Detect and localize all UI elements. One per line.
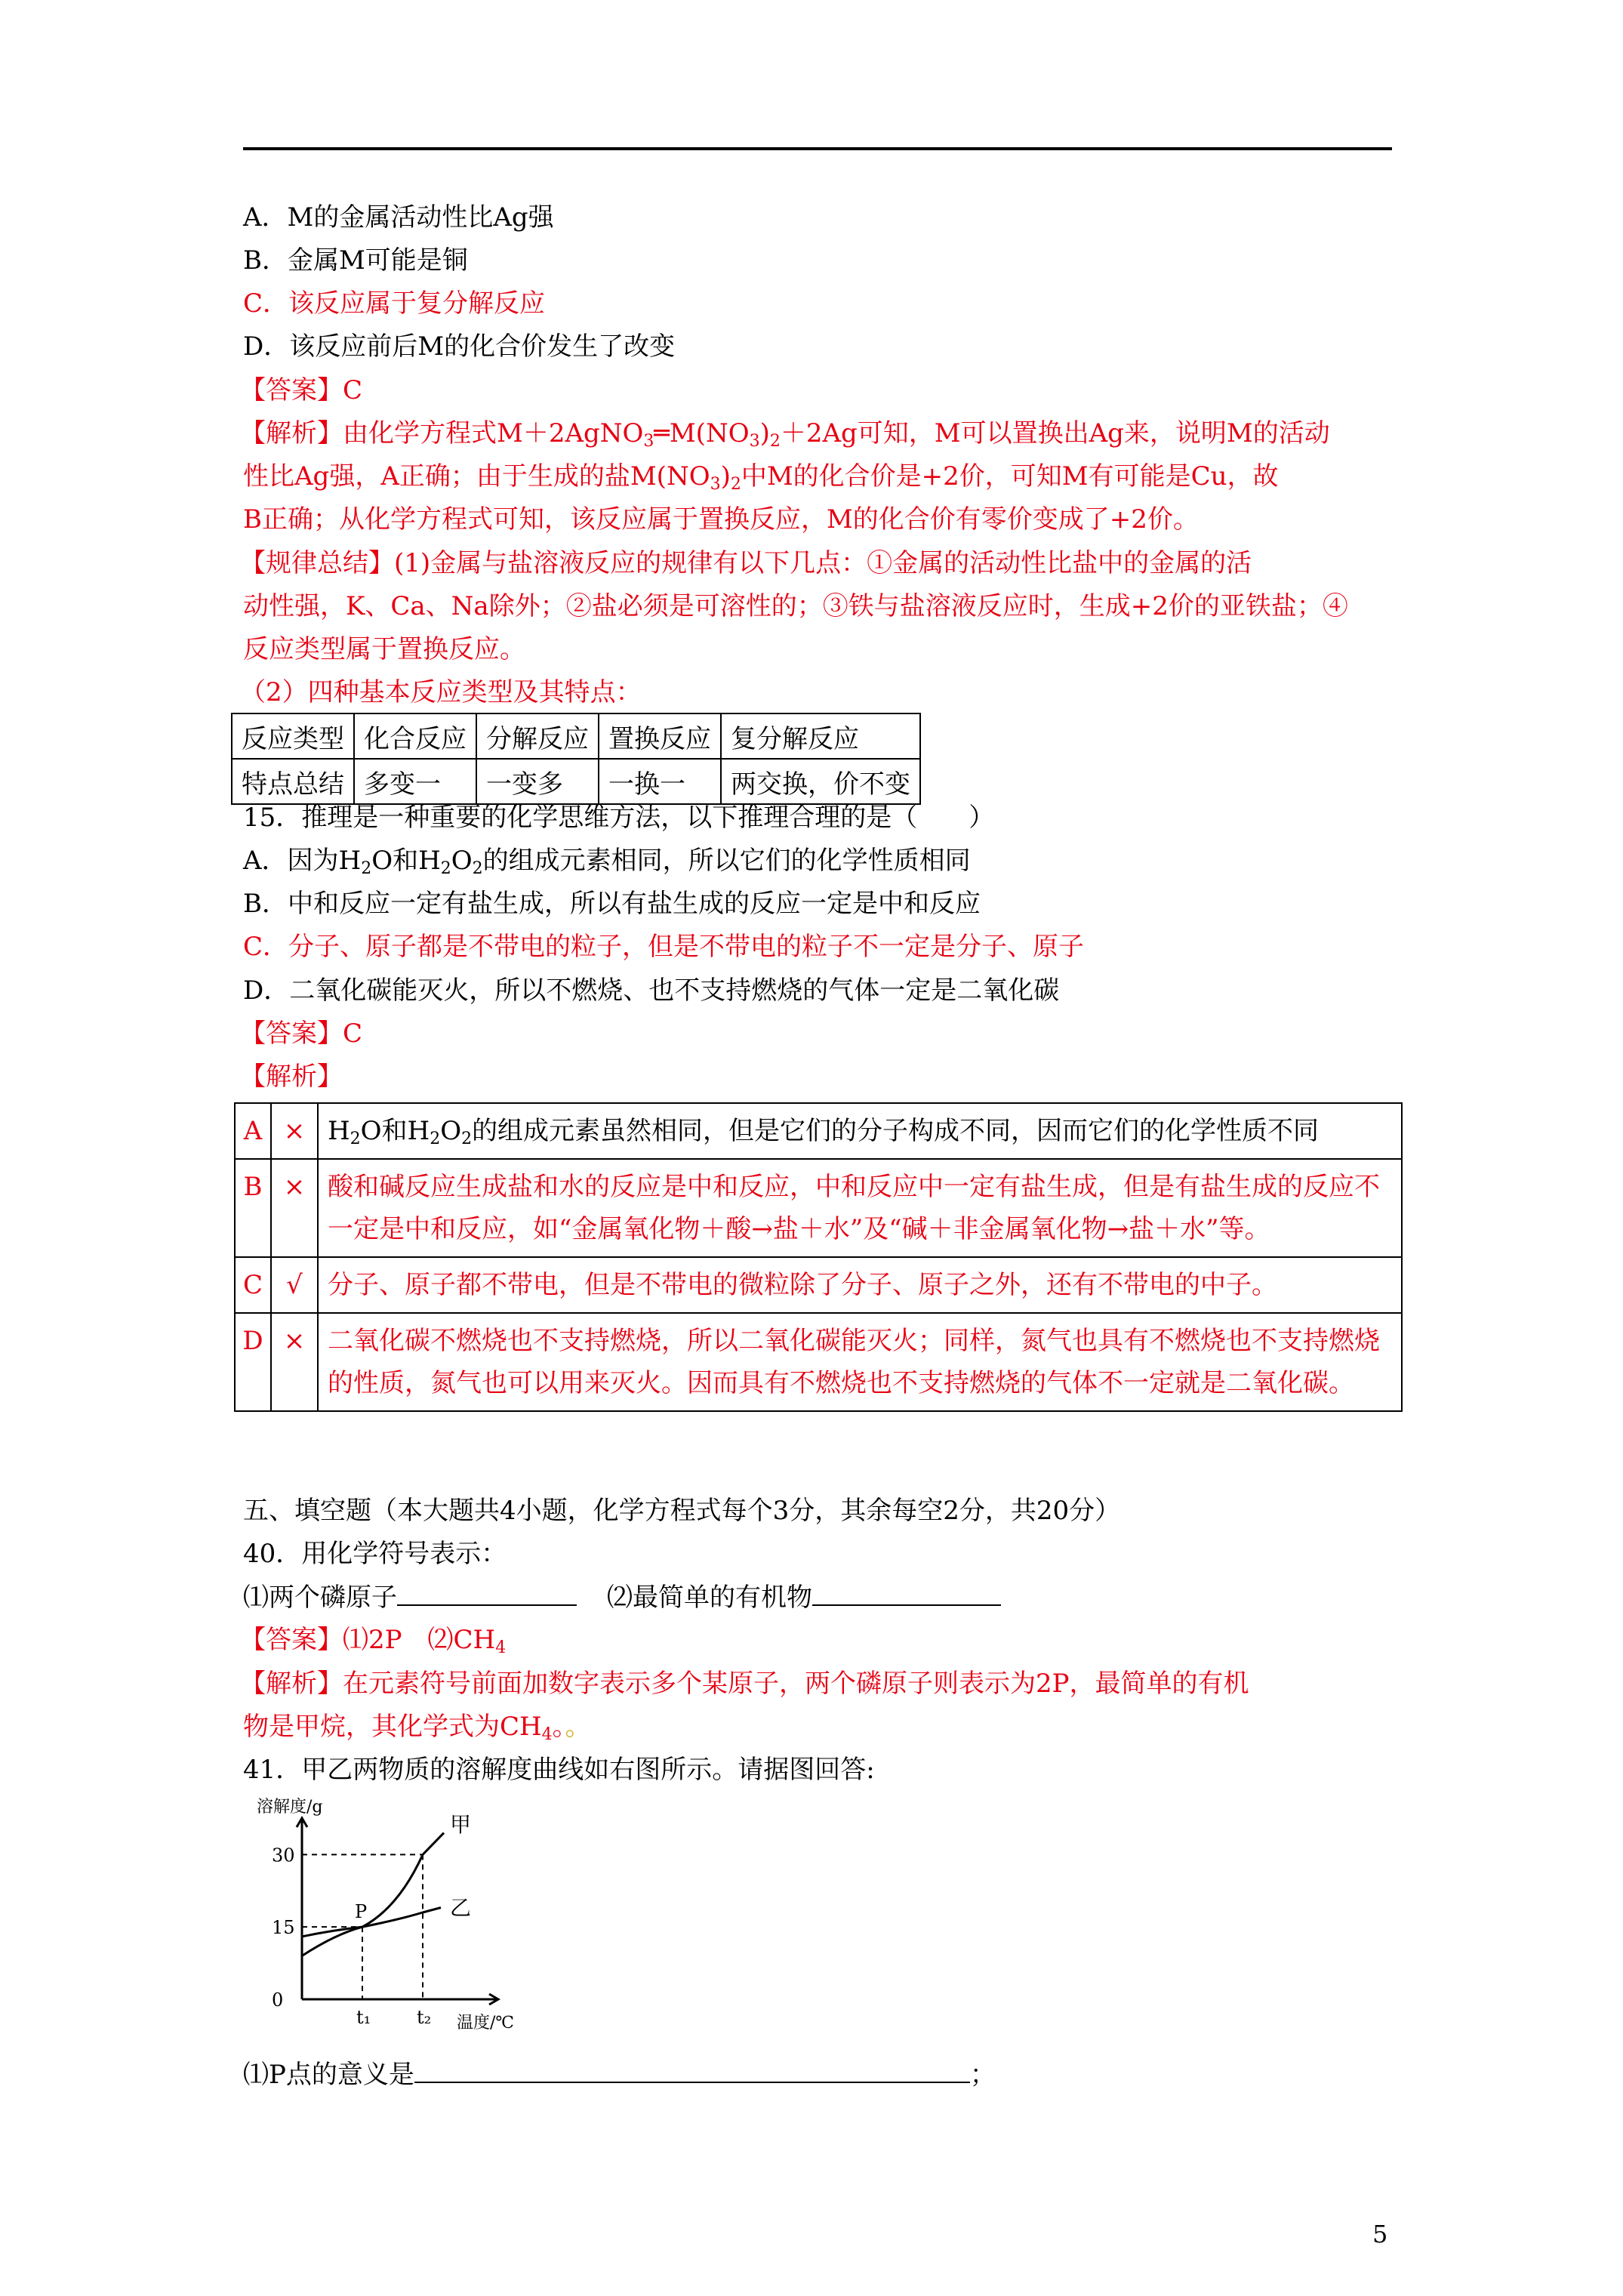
table-cell: 置换反应 (599, 713, 721, 759)
series-label: 乙 (450, 1895, 472, 1921)
q15-option-c: C．分子、原子都是不带电的粒子，但是不带电的粒子不一定是分子、原子 (243, 932, 1085, 962)
answer-blank[interactable] (414, 2059, 970, 2083)
q40-analysis-line-1: 【解析】在元素符号前面加数字表示多个某原子，两个磷原子则表示为2P，最简单的有机 (240, 1669, 1249, 1699)
answer-blank[interactable] (397, 1582, 577, 1606)
check-mark-icon: √ (271, 1257, 318, 1313)
row-label: A (235, 1103, 271, 1159)
q41-stem: 41．甲乙两物质的溶解度曲线如右图所示。请据图回答: (243, 1755, 875, 1785)
q14-rule-line-3: 反应类型属于置换反应。 (243, 634, 525, 664)
answer-blank[interactable] (812, 1582, 1001, 1606)
cross-mark-icon: × (271, 1313, 318, 1411)
point-p-label: P (355, 1901, 368, 1923)
section-title: 五、填空题（本大题共4小题，化学方程式每个3分，其余每空2分，共20分） (243, 1496, 1121, 1526)
q14-analysis-line-1: 【解析】由化学方程式$M+2AgNO_3═M(NO_3)_2+2Ag$可知，M可以置换出Ag来，说明M的活动 (240, 418, 1330, 451)
table-row (235, 1103, 1402, 1159)
y-tick-label: 0 (272, 1989, 284, 2011)
row-label: D (235, 1313, 271, 1411)
q15-analysis-table (234, 1102, 1403, 1412)
row-explanation: 酸和碱反应生成盐和水的反应是中和反应，中和反应中一定有盐生成，但是有盐生成的反应不一定是中和反应，如“金属氧化物＋酸→盐＋水”及“碱＋非金属氧化物→盐＋水”等。 (318, 1159, 1402, 1257)
y-tick-label: 15 (272, 1917, 295, 1939)
table-row (235, 1159, 1402, 1257)
table-cell: 分解反应 (476, 713, 599, 759)
table-cell: 特点总结 (232, 759, 354, 804)
row-label: C (235, 1257, 271, 1313)
q14-rule-line-4: （2）四种基本反应类型及其特点： (240, 677, 642, 707)
table-cell: 两交换，价不变 (721, 759, 920, 804)
table-cell: 化合反应 (354, 713, 476, 759)
table-cell: 多变一 (354, 759, 476, 804)
series-label: 甲 (450, 1812, 472, 1837)
header-rule (243, 147, 1392, 150)
q41-part1: ⑴P点的意义是 ； (243, 2060, 996, 2090)
q15-option-d: D．二氧化碳能灭火，所以不燃烧、也不支持燃烧的气体一定是二氧化碳 (243, 975, 1060, 1006)
table-row (232, 713, 920, 759)
table-cell: 一换一 (599, 759, 721, 804)
x-tick-label: t₂ (417, 2007, 432, 2028)
table-row (232, 759, 920, 804)
cross-mark-icon: × (271, 1159, 318, 1257)
q15-stem: 15．推理是一种重要的化学思维方法，以下推理合理的是（ ） (243, 803, 995, 833)
page-number: 5 (1372, 2220, 1388, 2248)
q14-answer: 【答案】C (240, 375, 363, 405)
table-cell: 复分解反应 (721, 713, 920, 759)
table-row (235, 1313, 1402, 1411)
x-axis-label: 温度/℃ (457, 2014, 515, 2032)
q14-rule-line-1: 【规律总结】(1)金属与盐溶液反应的规律有以下几点：①金属的活动性比盐中的金属的活 (240, 548, 1252, 578)
cross-mark-icon: × (271, 1103, 318, 1159)
solubility-chart (242, 1795, 536, 2037)
q14-option-d: D．该反应前后M的化合价发生了改变 (243, 331, 676, 362)
x-tick-label: t₁ (356, 2007, 371, 2028)
table-row (235, 1257, 1402, 1313)
q15-option-a: A．因为$H_2O$和$H_2O_2$的组成元素相同，所以它们的化学性质相同 (243, 846, 971, 878)
q15-option-b: B．中和反应一定有盐生成，所以有盐生成的反应一定是中和反应 (243, 889, 981, 919)
q40-answer: 【答案】⑴2P $⑵CH_4$ (240, 1625, 507, 1657)
q14-option-c: C．该反应属于复分解反应 (243, 288, 546, 319)
q15-answer: 【答案】C (240, 1019, 363, 1049)
q14-analysis-line-2: 性比Ag强，A正确；由于生成的盐$M(NO_3)_2$中M的化合价是+2价，可知M有可能是Cu，故 (243, 461, 1279, 494)
q40-analysis-line-2: 物是甲烷，其化学式为$CH_4$。。 (243, 1712, 591, 1744)
q14-analysis-line-3: B正确；从化学方程式可知，该反应属于置换反应，M的化合价有零价变成了+2价。 (243, 504, 1199, 535)
row-explanation: $H_2O$和$H_2O_2$的组成元素虽然相同，但是它们的分子构成不同，因而它们的化学性质不同 (318, 1103, 1402, 1159)
row-explanation: 分子、原子都不带电，但是不带电的微粒除了分子、原子之外，还有不带电的中子。 (318, 1257, 1402, 1313)
y-tick-label: 30 (272, 1845, 295, 1866)
q40-parts: ⑴两个磷原子 ⑵最简单的有机物 (243, 1582, 1001, 1613)
row-explanation: 二氧化碳不燃烧也不支持燃烧，所以二氧化碳能灭火；同样，氮气也具有不燃烧也不支持燃烧的性质，氮气也可以用来灭火。因而具有不燃烧也不支持燃烧的气体不一定就是二氧化碳。 (318, 1313, 1402, 1411)
row-label: B (235, 1159, 271, 1257)
y-axis-label: 溶解度/g (257, 1798, 323, 1817)
reaction-types-table (231, 713, 921, 805)
q14-option-a: A．M的金属活动性比Ag强 (243, 202, 554, 233)
q15-analysis-label: 【解析】 (240, 1062, 343, 1092)
table-cell: 反应类型 (232, 713, 354, 759)
q14-option-b: B．金属M可能是铜 (243, 245, 468, 276)
table-cell: 一变多 (476, 759, 599, 804)
q14-rule-line-2: 动性强，K、Ca、Na除外；②盐必须是可溶性的；③铁与盐溶液反应时，生成+2价的亚铁盐；④ (243, 591, 1348, 621)
q40-stem: 40．用化学符号表示： (243, 1539, 507, 1569)
